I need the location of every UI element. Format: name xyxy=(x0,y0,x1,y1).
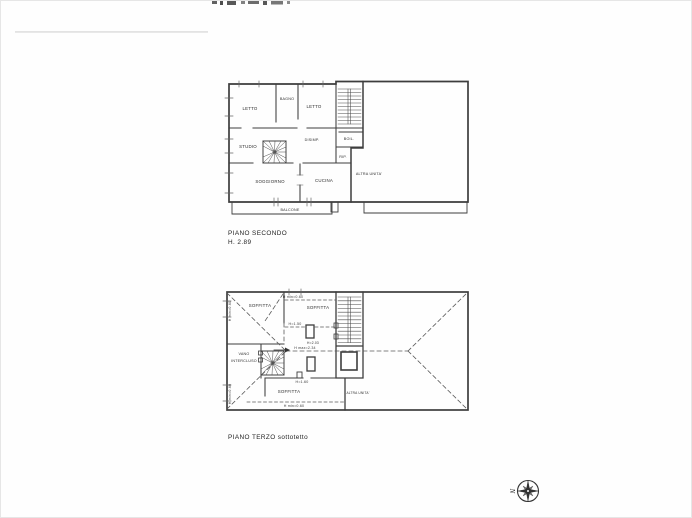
compass-center-dot xyxy=(527,490,529,492)
room-label-intercluso: INTERCLUSO xyxy=(231,359,257,363)
floor2-staircase xyxy=(338,89,361,124)
small-fixture xyxy=(297,372,302,378)
spiral-stair-spokes xyxy=(261,351,284,375)
hip-line-nw xyxy=(227,293,286,351)
room-label-letto2: LETTO xyxy=(306,104,322,109)
chimney-flue-upper xyxy=(306,325,314,338)
dim-h-min-top: H min=0.60 xyxy=(282,295,304,299)
spiral-stair-spokes xyxy=(263,141,286,163)
room-label-soffitta-nw: SOFFITTA xyxy=(248,303,272,308)
artifact-mark xyxy=(212,1,217,4)
artifact-mark xyxy=(271,1,283,5)
floor3-staircase xyxy=(338,297,361,343)
dim-h-min-left-lower: H min=0.60 xyxy=(228,383,232,405)
artifact-mark xyxy=(248,1,259,4)
floor-plan-drawing xyxy=(1,1,692,518)
dim-h-min-left-upper: H min=0.60 xyxy=(228,300,232,322)
room-label-studio: STUDIO xyxy=(239,144,257,149)
arrow-head xyxy=(285,348,290,353)
dim-h-150: H=1.50 xyxy=(288,322,302,326)
compass-rose xyxy=(508,481,539,502)
room-label-rip: RIP. xyxy=(339,155,347,159)
room-label-letto1: LETTO xyxy=(242,106,258,111)
artifact-mark xyxy=(263,1,267,5)
floor3-spiral-stair xyxy=(261,351,284,375)
room-label-vano: VANO xyxy=(238,352,250,356)
stair-treads xyxy=(338,297,361,343)
room-label-altra-unita-f3: ALTRA UNITA' xyxy=(346,391,370,395)
dim-h-min-bottom: H min=0.60 xyxy=(283,404,305,408)
room-label-altra-unita-f2: ALTRA UNITA' xyxy=(355,172,383,176)
scan-line-artifact xyxy=(15,32,208,33)
scan-top-edge-artifacts xyxy=(15,1,290,32)
dim-h-max: H max=2.34 xyxy=(294,346,316,350)
artifact-mark xyxy=(227,1,236,5)
dim-h-203: H=2.03 xyxy=(307,341,319,345)
artifact-mark xyxy=(220,1,223,5)
floor2-terrace xyxy=(364,202,467,213)
artifact-mark xyxy=(287,1,290,4)
floor2-plan xyxy=(225,81,468,246)
floor2-door-jamb-ticks xyxy=(297,175,303,185)
direction-arrow xyxy=(274,348,290,353)
room-label-boil: BOIL. xyxy=(343,137,355,141)
room-label-soffitta-n: SOFFITTA xyxy=(306,305,330,310)
hip-line-se xyxy=(408,351,467,409)
chimney-flue-lower xyxy=(307,357,315,371)
room-label-bagno: BAGNO xyxy=(279,97,295,101)
room-label-balcone: BALCONE xyxy=(280,208,300,212)
floor2-spiral-stair xyxy=(263,141,286,163)
stair-treads xyxy=(338,89,361,124)
room-label-cucina: CUCINA xyxy=(314,178,334,183)
hip-line-ne xyxy=(408,293,467,351)
floor3-stair-opening xyxy=(341,352,357,370)
compass-north-label: N xyxy=(508,488,516,494)
floor2-partition-walls xyxy=(229,84,363,202)
floor2-title: PIANO SECONDO xyxy=(228,230,288,237)
artifact-mark xyxy=(241,1,245,4)
room-label-soggiorno: SOGGIORNO xyxy=(255,179,285,184)
dim-h-160: H=1.60 xyxy=(295,380,309,384)
floor3-plan xyxy=(223,289,468,441)
room-label-disimp: DISIMP. xyxy=(304,138,320,142)
room-label-soffitta-s: SOFFITTA xyxy=(277,389,301,394)
floor2-height-note: H. 2.89 xyxy=(228,239,252,246)
floor3-title: PIANO TERZO sottotetto xyxy=(228,434,309,441)
